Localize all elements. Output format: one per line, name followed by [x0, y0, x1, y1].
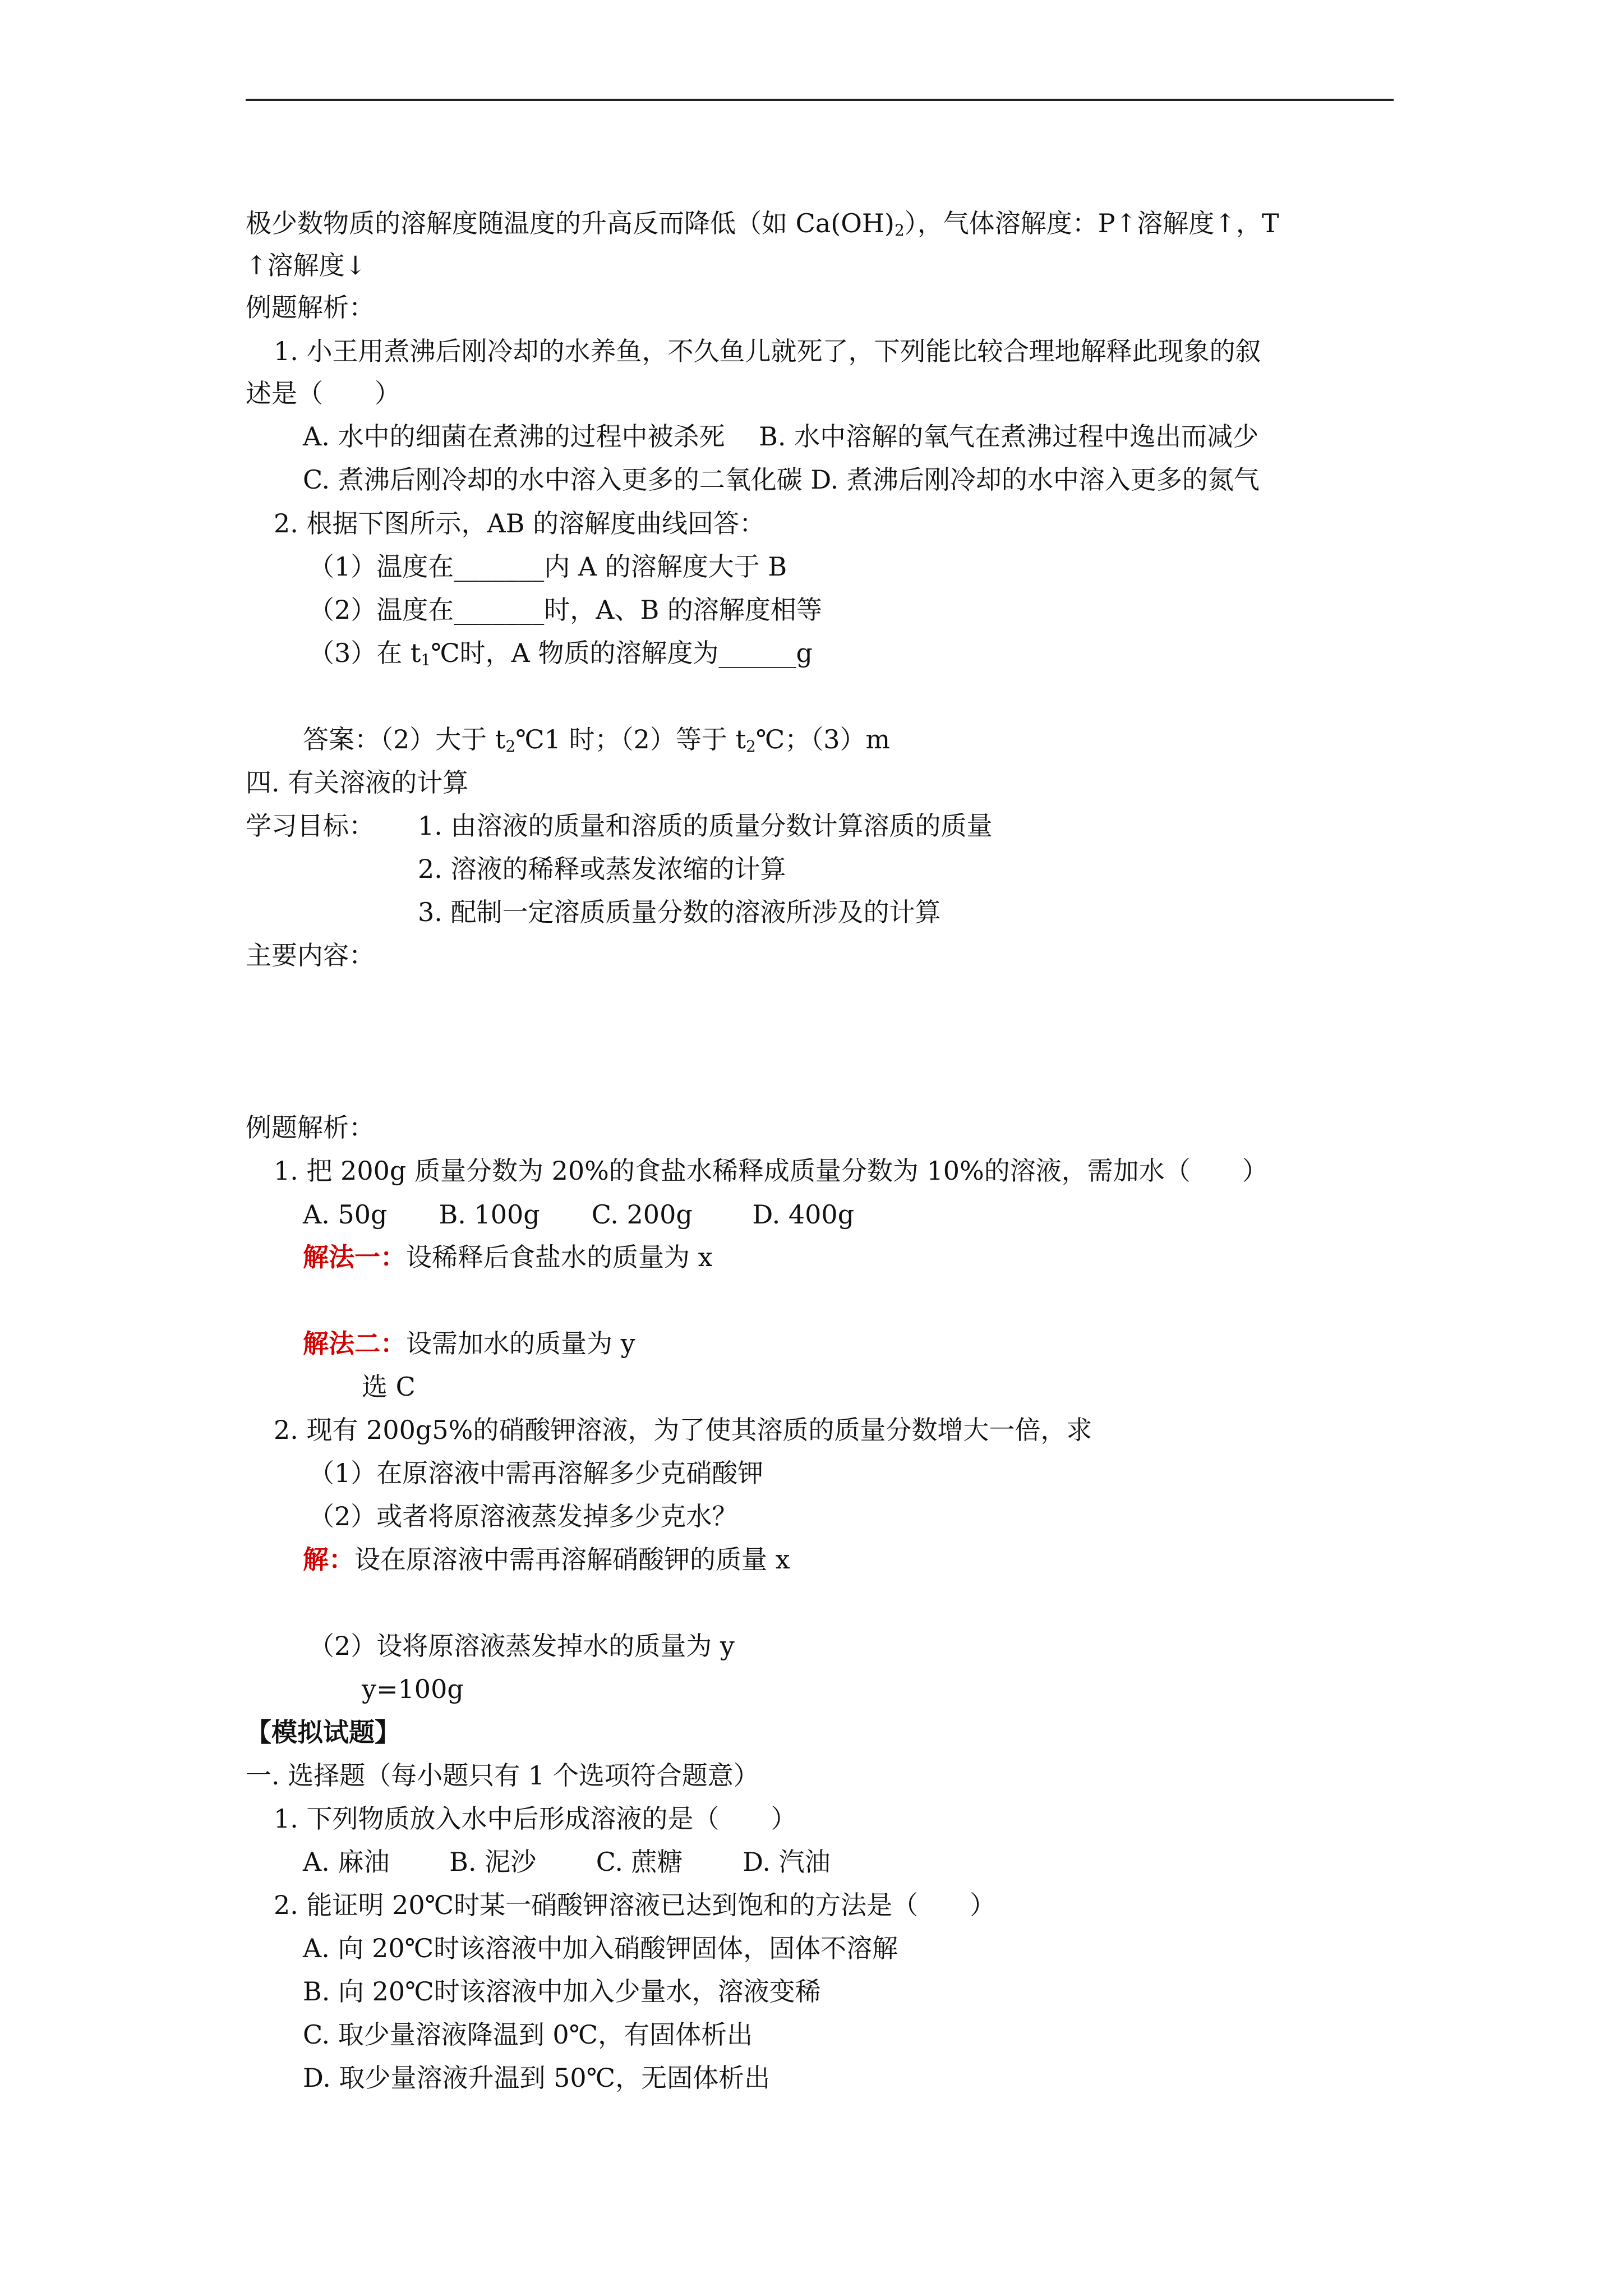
example-2-solution-part-2: （2）设将原溶液蒸发掉水的质量为 y — [308, 1631, 735, 1661]
example-2-stem: 2. 现有 200g5%的硝酸钾溶液，为了使其溶质的质量分数增大一倍，求 — [274, 1415, 1092, 1445]
mock-question-2-stem: 2. 能证明 20℃时某一硝酸钾溶液已达到饱和的方法是（ ） — [274, 1890, 996, 1920]
question-1-stem-cont: 述是（ ） — [246, 378, 400, 408]
mock-question-1-stem: 1. 下列物质放入水中后形成溶液的是（ ） — [274, 1803, 797, 1834]
example-1-stem: 1. 把 200g 质量分数为 20%的食盐水稀释成质量分数为 10%的溶液，需加水（ ） — [274, 1156, 1268, 1186]
question-2-part-1: （1）温度在_______内 A 的溶解度大于 B — [308, 551, 787, 582]
learning-goal-3: 3. 配制一定溶质质量分数的溶液所涉及的计算 — [418, 897, 941, 927]
mock-section-1-title: 一. 选择题（每小题只有 1 个选项符合题意） — [246, 1760, 759, 1791]
main-content-label: 主要内容： — [246, 940, 375, 970]
question-2-part-3: （3）在 $t_1℃$时，A 物质的溶解度为______g — [308, 638, 813, 669]
section-4-title: 四. 有关溶液的计算 — [246, 767, 469, 798]
learning-goal-2: 2. 溶液的稀释或蒸发浓缩的计算 — [418, 854, 786, 884]
mock-question-1-options: A. 麻油 B. 泥沙 C. 蔗糖 D. 汽油 — [303, 1847, 831, 1877]
question-2-part-2: （2）温度在_______时，A、B 的溶解度相等 — [308, 595, 822, 625]
mock-question-2-option-c: C. 取少量溶液降温到 0℃，有固体析出 — [303, 2019, 753, 2050]
mock-test-title: 【模拟试题】 — [246, 1717, 400, 1747]
example-2-result: y=100g — [362, 1674, 464, 1704]
intro-line-2: ↑溶解度↓ — [246, 250, 367, 280]
example-1-method-1: 解法一：设稀释后食盐水的质量为 x — [303, 1242, 713, 1272]
intro-line-1: 极少数物质的溶解度随温度的升高反而降低（如 $Ca(OH)_2$），气体溶解度：P↑溶解度↑，T — [246, 208, 1279, 240]
question-2-answer: 答案：（2）大于 $t_2℃1$ 时；（2）等于 $t_2℃$；（3）m — [303, 724, 891, 756]
question-1-stem: 1. 小王用煮沸后刚冷却的水养鱼，不久鱼儿就死了，下列能比较合理地解释此现象的叙 — [274, 336, 1261, 366]
example-2-part-1: （1）在原溶液中需再溶解多少克硝酸钾 — [308, 1458, 764, 1488]
example-1-choice: 选 C — [362, 1372, 416, 1402]
mock-question-2-option-d: D. 取少量溶液升温到 50℃，无固体析出 — [303, 2063, 771, 2093]
example-1-options: A. 50g B. 100g C. 200g D. 400g — [303, 1199, 855, 1230]
example-2-part-2: （2）或者将原溶液蒸发掉多少克水？ — [308, 1501, 738, 1531]
header-rule — [246, 99, 1394, 101]
question-1-options-ab: A. 水中的细菌在煮沸的过程中被杀死 B. 水中溶解的氧气在煮沸过程中逸出而减少 — [303, 421, 1259, 452]
learning-goals-label: 学习目标： — [246, 811, 375, 841]
example-heading: 例题解析： — [246, 292, 375, 323]
mock-question-2-option-b: B. 向 20℃时该溶液中加入少量水，溶液变稀 — [303, 1976, 821, 2007]
question-1-options-cd: C. 煮沸后刚冷却的水中溶入更多的二氧化碳 D. 煮沸后刚冷却的水中溶入更多的氮气 — [303, 464, 1260, 495]
learning-goal-1: 1. 由溶液的质量和溶质的质量分数计算溶质的质量 — [418, 811, 993, 841]
question-2-stem: 2. 根据下图所示，AB 的溶解度曲线回答： — [274, 508, 766, 539]
example-1-method-2: 解法二：设需加水的质量为 y — [303, 1328, 635, 1359]
mock-question-2-option-a: A. 向 20℃时该溶液中加入硝酸钾固体，固体不溶解 — [303, 1933, 898, 1963]
example-2-solution: 解：设在原溶液中需再溶解硝酸钾的质量 x — [303, 1544, 790, 1575]
example-heading: 例题解析： — [246, 1112, 375, 1143]
